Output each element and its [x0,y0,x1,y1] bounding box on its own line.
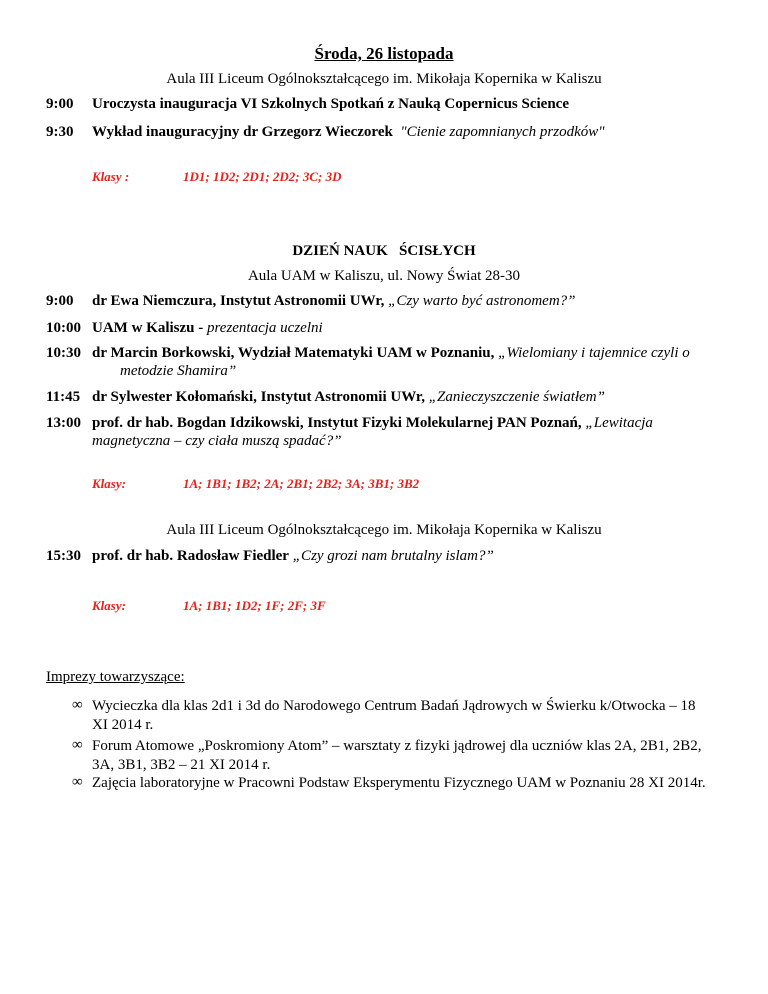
event-text [92,389,605,406]
list-item: Forum Atomowe „Poskromiony Atom” – warsztaty z fizyki jądrowej dla uczniów klas 2A, 2B1, 2B2, 3A, 3B1, 3B2 – 21 XI 2014 r. [92,738,702,773]
event-lecture-title: „Czy grozi nam brutalny islam?” [292,548,494,564]
event-lecture-title-cont: metodzie Shamira” [120,363,237,379]
classes-list: 1D1; 1D2; 2D1; 2D2; 3C; 3D [183,169,342,184]
day2-title: DZIEŃ NAUK ŚCISŁYCH [292,243,476,259]
event-speaker: dr Ewa Niemczura, Instytut Astronomii UWr, [92,293,385,309]
event-lecture-title: „Lewitacja [585,415,653,431]
event-time: 9:00 [46,96,74,112]
event-speaker: dr Marcin Borkowski, Wydział Matematyki UAM w Poznaniu, [92,345,495,361]
event-speaker: dr Sylwester Kołomański, Instytut Astronomii UWr, [92,389,425,405]
infinity-bullet-icon: ∞ [72,774,83,790]
event-text [92,293,576,310]
infinity-bullet-icon: ∞ [72,697,83,713]
classes-label: Klasy: [92,476,126,491]
event-time: 9:00 [46,293,74,309]
day2-venue: Aula UAM w Kaliszu, ul. Nowy Świat 28-30 [247,268,521,284]
event-lecture-title: „Zanieczyszczenie światłem” [428,389,605,405]
day1-venue: Aula III Liceum Ogólnokształcącego im. Mikołaja Kopernika w Kaliszu [166,71,602,87]
classes-list: 1A; 1B1; 1B2; 2A; 2B1; 2B2; 3A; 3B1; 3B2 [183,476,420,491]
event-lecture-title-cont: magnetyczna – czy ciała muszą spadać?” [92,433,342,449]
event-text [92,320,323,337]
event-text [92,124,605,141]
event-text: Uroczysta inauguracja VI Szkolnych Spotkań z Nauką Copernicus Science [92,96,569,112]
list-item: Wycieczka dla klas 2d1 i 3d do Narodowego Centrum Badań Jądrowych w Świerku k/Otwocka – 18 XI 2014 r. [92,698,696,733]
event-lecture-title: "Cienie zapomnianych przodków" [400,124,605,140]
list-item: Zajęcia laboratoryjne w Pracowni Podstaw Eksperymentu Fizycznego UAM w Poznaniu 28 XI 2014r. [92,775,706,791]
event-text [92,345,690,362]
event-lecture-title: „Wielomiany i tajemnice czyli o [498,345,690,361]
event-time: 11:45 [46,389,81,405]
event-time: 9:30 [46,124,74,140]
event-speaker: Wykład inauguracyjny dr Grzegorz Wieczorek [92,124,393,140]
infinity-bullet-icon: ∞ [72,737,83,753]
classes-label: Klasy : [92,169,130,184]
event-text [92,415,653,432]
event-time: 15:30 [46,548,81,564]
event-time: 10:00 [46,320,81,336]
classes-list: 1A; 1B1; 1D2; 1F; 2F; 3F [183,598,326,613]
classes-label: Klasy: [92,598,126,613]
event-time: 10:30 [46,345,81,361]
event-speaker: prof. dr hab. Bogdan Idzikowski, Instytut Fizyki Molekularnej PAN Poznań, [92,415,582,431]
event-text [92,548,494,565]
day2-venue-2: Aula III Liceum Ogólnokształcącego im. Mikołaja Kopernika w Kaliszu [166,522,602,538]
day1-title: Środa, 26 listopada [314,44,454,63]
event-lecture-title: prezentacja uczelni [207,320,323,336]
side-events-heading: Imprezy towarzyszące: [46,669,185,685]
event-speaker: prof. dr hab. Radosław Fiedler [92,548,289,564]
event-lecture-title: „Czy warto być astronomem?” [388,293,576,309]
event-speaker: UAM w Kaliszu - [92,320,204,336]
event-time: 13:00 [46,415,81,431]
